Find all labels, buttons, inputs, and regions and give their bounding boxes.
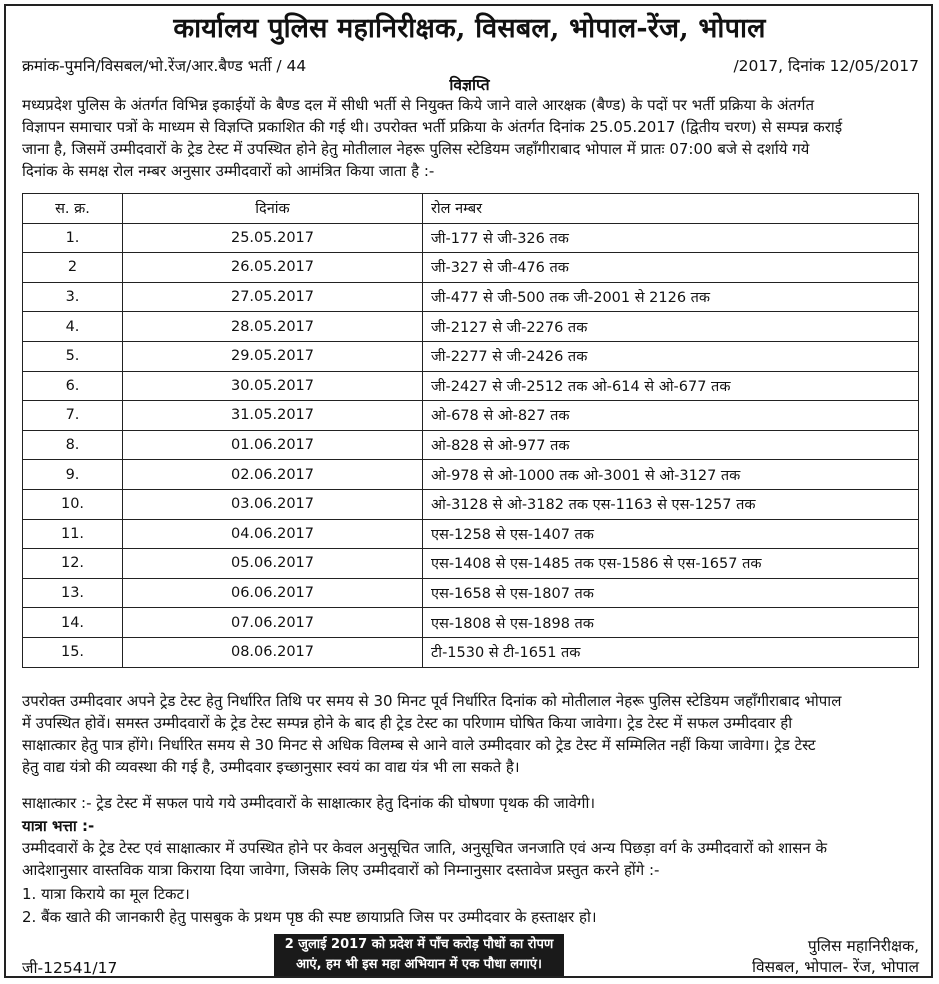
table-row	[23, 578, 919, 608]
instruction-line: उपरोक्त उम्मीदवार अपने ट्रेड टेस्ट हेतु निर्धारित तिथि पर समय से 30 मिनट पूर्व निर्धारित दिनांक को मोतीलाल नेहरू पुलिस स्टेडियम जहाँगीराबाद भोपाल	[22, 692, 842, 710]
row-date: 29.05.2017	[123, 341, 423, 371]
row-roll-range: ओ-3128 से ओ-3182 तक एस-1163 से एस-1257 तक	[423, 489, 919, 519]
header-roll-number: रोल नम्बर	[423, 194, 919, 224]
row-serial: 13.	[23, 578, 123, 608]
row-serial: 15.	[23, 637, 123, 667]
reference-number: क्रमांक-पुमनि/विसबल/भो.रेंज/आर.बैण्ड भर्ती / 44	[22, 57, 307, 75]
interview-note: साक्षात्कार :- ट्रेड टेस्ट में सफल पाये गये उम्मीदवारों के साक्षात्कार हेतु दिनांक की घोषणा पृथक की जावेगी।	[22, 794, 596, 812]
row-roll-range: ओ-678 से ओ-827 तक	[423, 401, 919, 431]
row-serial: 1.	[23, 223, 123, 253]
table-row	[23, 489, 919, 519]
row-serial: 3.	[23, 282, 123, 312]
row-date: 27.05.2017	[123, 282, 423, 312]
table-row	[23, 637, 919, 667]
row-roll-range: जी-2427 से जी-2512 तक ओ-614 से ओ-677 तक	[423, 371, 919, 401]
plantation-banner	[274, 934, 564, 976]
table-row	[23, 519, 919, 549]
intro-line: विज्ञापन समाचार पत्रों के माध्यम से विज्ञप्ति प्रकाशित की गई थी। उपरोक्त भर्ती प्रक्रिया के अंतर्गत दिनांक 25.05.2017 (द्वितीय चरण) से सम्पन्न कराई	[22, 118, 843, 136]
banner-line: 2 जुलाई 2017 को प्रदेश में पाँच करोड़ पौधों का रोपण	[284, 937, 554, 952]
row-serial: 8.	[23, 430, 123, 460]
office-title: कार्यालय पुलिस महानिरीक्षक, विसबल, भोपाल-रेंज, भोपाल	[173, 13, 766, 44]
instruction-line: में उपस्थित होवें। समस्त उम्मीदवारों के ट्रेड टेस्ट सम्पन्न होने के बाद ही ट्रेड टेस्ट का परिणाम घोषित किया जावेगा। ट्रेड टेस्ट में सफल उम्मीदवार ही	[22, 714, 793, 732]
row-serial: 9.	[23, 460, 123, 490]
table-row	[23, 430, 919, 460]
travel-allowance-paragraph	[22, 837, 919, 881]
banner-line: आएं, हम भी इस महा अभियान में एक पौधा लगाएं।	[296, 957, 542, 972]
row-roll-range: टी-1530 से टी-1651 तक	[423, 637, 919, 667]
row-roll-range: जी-327 से जी-476 तक	[423, 253, 919, 283]
table-row	[23, 312, 919, 342]
row-date: 31.05.2017	[123, 401, 423, 431]
row-roll-range: जी-177 से जी-326 तक	[423, 223, 919, 253]
table-row	[23, 608, 919, 638]
table-row	[23, 401, 919, 431]
instruction-line: हेतु वाद्य यंत्रो की व्यवस्था की गई है, उम्मीदवार इच्छानुसार स्वयं का वाद्य यंत्र भी ला सकते है।	[22, 758, 520, 776]
table-row	[23, 549, 919, 579]
row-serial: 14.	[23, 608, 123, 638]
row-roll-range: ओ-978 से ओ-1000 तक ओ-3001 से ओ-3127 तक	[423, 460, 919, 490]
table-row	[23, 282, 919, 312]
notice-heading: विज्ञप्ति	[449, 76, 490, 94]
header-date: दिनांक	[123, 194, 423, 224]
row-serial: 7.	[23, 401, 123, 431]
table-header-row	[23, 194, 919, 224]
row-date: 04.06.2017	[123, 519, 423, 549]
row-date: 05.06.2017	[123, 549, 423, 579]
row-roll-range: ओ-828 से ओ-977 तक	[423, 430, 919, 460]
row-date: 06.06.2017	[123, 578, 423, 608]
row-serial: 11.	[23, 519, 123, 549]
row-date: 26.05.2017	[123, 253, 423, 283]
row-serial: 4.	[23, 312, 123, 342]
table-row	[23, 460, 919, 490]
row-date: 03.06.2017	[123, 489, 423, 519]
signatory-designation: पुलिस महानिरीक्षक,	[807, 937, 919, 955]
row-roll-range: जी-2127 से जी-2276 तक	[423, 312, 919, 342]
table-row	[23, 371, 919, 401]
row-date: 07.06.2017	[123, 608, 423, 638]
row-roll-range: जी-477 से जी-500 तक जी-2001 से 2126 तक	[423, 282, 919, 312]
instruction-line: साक्षात्कार हेतु पात्र होंगे। निर्धारित समय से 30 मिनट से अधिक विलम्ब से आने वाले उम्मीदवार को ट्रेड टेस्ट में सम्मिलित नहीं किया जावेगा। ट्रेड टेस्ट	[22, 736, 816, 754]
intro-line: दिनांक के समक्ष रोल नम्बर अनुसार उम्मीदवारों को आमंत्रित किया जाता है :-	[22, 162, 435, 180]
signatory-block	[752, 936, 919, 978]
table-row	[23, 253, 919, 283]
instructions-paragraph	[22, 690, 919, 778]
travel-line: उम्मीदवारों के ट्रेड टेस्ट एवं साक्षात्कार में उपस्थित होने पर केवल अनुसूचित जाति, अनुसूचित जनजाति एवं अन्य पिछड़ा वर्ग के उम्मीदवारों को शासन के	[22, 839, 828, 857]
row-date: 28.05.2017	[123, 312, 423, 342]
travel-allowance-heading: यात्रा भत्ता :-	[22, 817, 95, 835]
intro-line: जाना है, जिसमें उम्मीदवारों के ट्रेड टेस्ट में उपस्थित होने हेतु मोतीलाल नेहरू पुलिस स्टेडियम जहाँगीराबाद भोपाल में प्रातः 07:00 बजे से दर्शाये गये	[22, 140, 810, 158]
row-serial: 2	[23, 253, 123, 283]
publication-code: जी-12541/17	[22, 959, 118, 977]
table-row	[23, 223, 919, 253]
row-date: 08.06.2017	[123, 637, 423, 667]
schedule-table	[22, 193, 919, 668]
document-item: 2. बैंक खाते की जानकारी हेतु पासबुक के प्रथम पृष्ठ की स्पष्ट छायाप्रति जिस पर उम्मीदवार के हस्ताक्षर हो।	[22, 908, 597, 926]
row-date: 25.05.2017	[123, 223, 423, 253]
header-serial: स. क्र.	[23, 194, 123, 224]
row-roll-range: एस-1658 से एस-1807 तक	[423, 578, 919, 608]
intro-paragraph	[22, 94, 919, 182]
row-date: 01.06.2017	[123, 430, 423, 460]
row-roll-range: एस-1408 से एस-1485 तक एस-1586 से एस-1657 तक	[423, 549, 919, 579]
document-item: 1. यात्रा किराये का मूल टिकट।	[22, 885, 190, 903]
row-serial: 5.	[23, 341, 123, 371]
row-serial: 12.	[23, 549, 123, 579]
row-roll-range: एस-1808 से एस-1898 तक	[423, 608, 919, 638]
row-date: 30.05.2017	[123, 371, 423, 401]
row-date: 02.06.2017	[123, 460, 423, 490]
travel-line: आदेशानुसार वास्तविक यात्रा किराया दिया जावेगा, जिसके लिए उम्मीदवारों को निम्नानुसार दस्तावेज प्रस्तुत करने होंगे :-	[22, 861, 660, 879]
intro-line: मध्यप्रदेश पुलिस के अंतर्गत विभिन्न इकाईयों के बैण्ड दल में सीधी भर्ती से नियुक्त किये जाने वाले आरक्षक (बैण्ड) के पदों पर भर्ती प्रक्रिया के अंतर्गत	[22, 96, 815, 114]
signatory-office: विसबल, भोपाल- रेंज, भोपाल	[751, 958, 919, 976]
table-row	[23, 341, 919, 371]
row-roll-range: एस-1258 से एस-1407 तक	[423, 519, 919, 549]
row-serial: 10.	[23, 489, 123, 519]
reference-date: /2017, दिनांक 12/05/2017	[733, 57, 919, 75]
row-serial: 6.	[23, 371, 123, 401]
row-roll-range: जी-2277 से जी-2426 तक	[423, 341, 919, 371]
